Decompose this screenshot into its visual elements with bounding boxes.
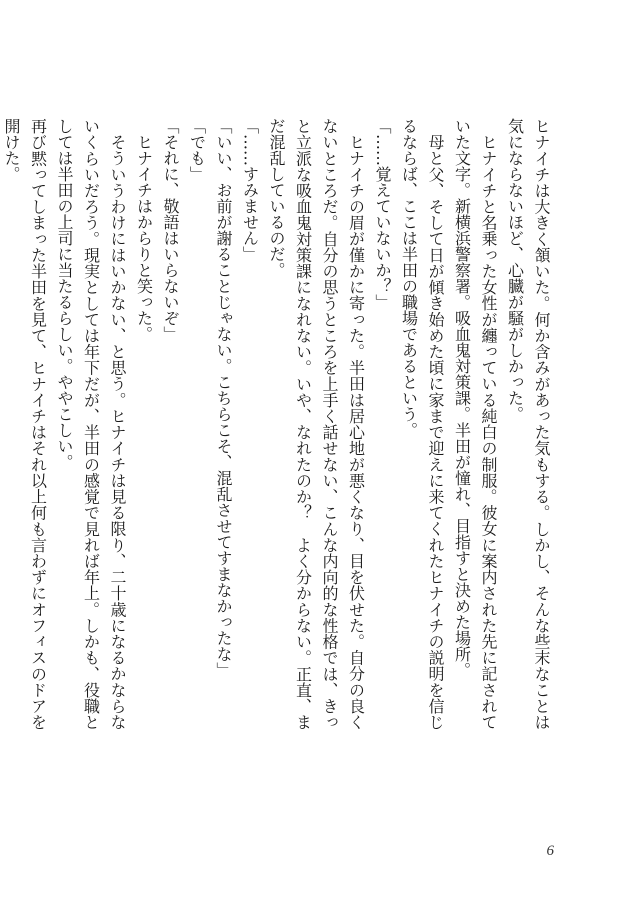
paragraph: 母と父、そして日が傾き始めた頃に家まで迎えに来てくれたヒナイチの説明を信じるならば、ここは半田の職場であるという。	[399, 118, 445, 730]
dialogue-line: 「でも」	[187, 118, 207, 182]
dialogue-line: 「……すみません」	[240, 118, 260, 262]
dialogue-line: 「いい、お前が謝ることじゃない。こちらこそ、混乱させてすまなかったな」	[214, 118, 233, 678]
paragraph: ヒナイチはからりと笑った。	[134, 134, 154, 342]
paragraph: そういうわけにはいかない、と思う。ヒナイチは見る限り、二十歳になるかならないくらいだろう。現実としては年下だが、半田の感覚で見れば年上。しかも、役職としては半田の上司に当たるらしい。ややこしい。	[55, 118, 127, 730]
paragraph: ヒナイチは大きく頷いた。何か含みがあった気もする。しかし、そんな些末なことは気にならないほど、心臓が騒がしかった。	[505, 118, 551, 730]
paragraph: ヒナイチと名乗った女性が纏っている純白の制服。彼女に案内された先に記されていた文字。新横浜警察署。吸血鬼対策課。半田が憧れ、目指すと決めた場所。	[452, 118, 498, 730]
dialogue-line: 「それに、敬語はいらないぞ」	[161, 118, 180, 342]
dialogue-line: 「……覚えていないか？」	[373, 118, 392, 310]
paragraph: 再び黙ってしまった半田を見て、ヒナイチはそれ以上何も言わずにオフィスのドアを開けた。	[2, 118, 48, 730]
paragraph: ヒナイチの眉が僅かに寄った。半田は居心地が悪くなり、目を伏せた。自分の良くないところだ。自分の思うところを上手く話せない、こんな内向的な性格では、きっと立派な吸血鬼対策課になれない。いや、なれたのか？ よく分からない。正直、まだ混乱しているのだ。	[267, 118, 366, 730]
page-number: 6	[546, 843, 554, 859]
vertical-text-body	[2, 118, 554, 730]
